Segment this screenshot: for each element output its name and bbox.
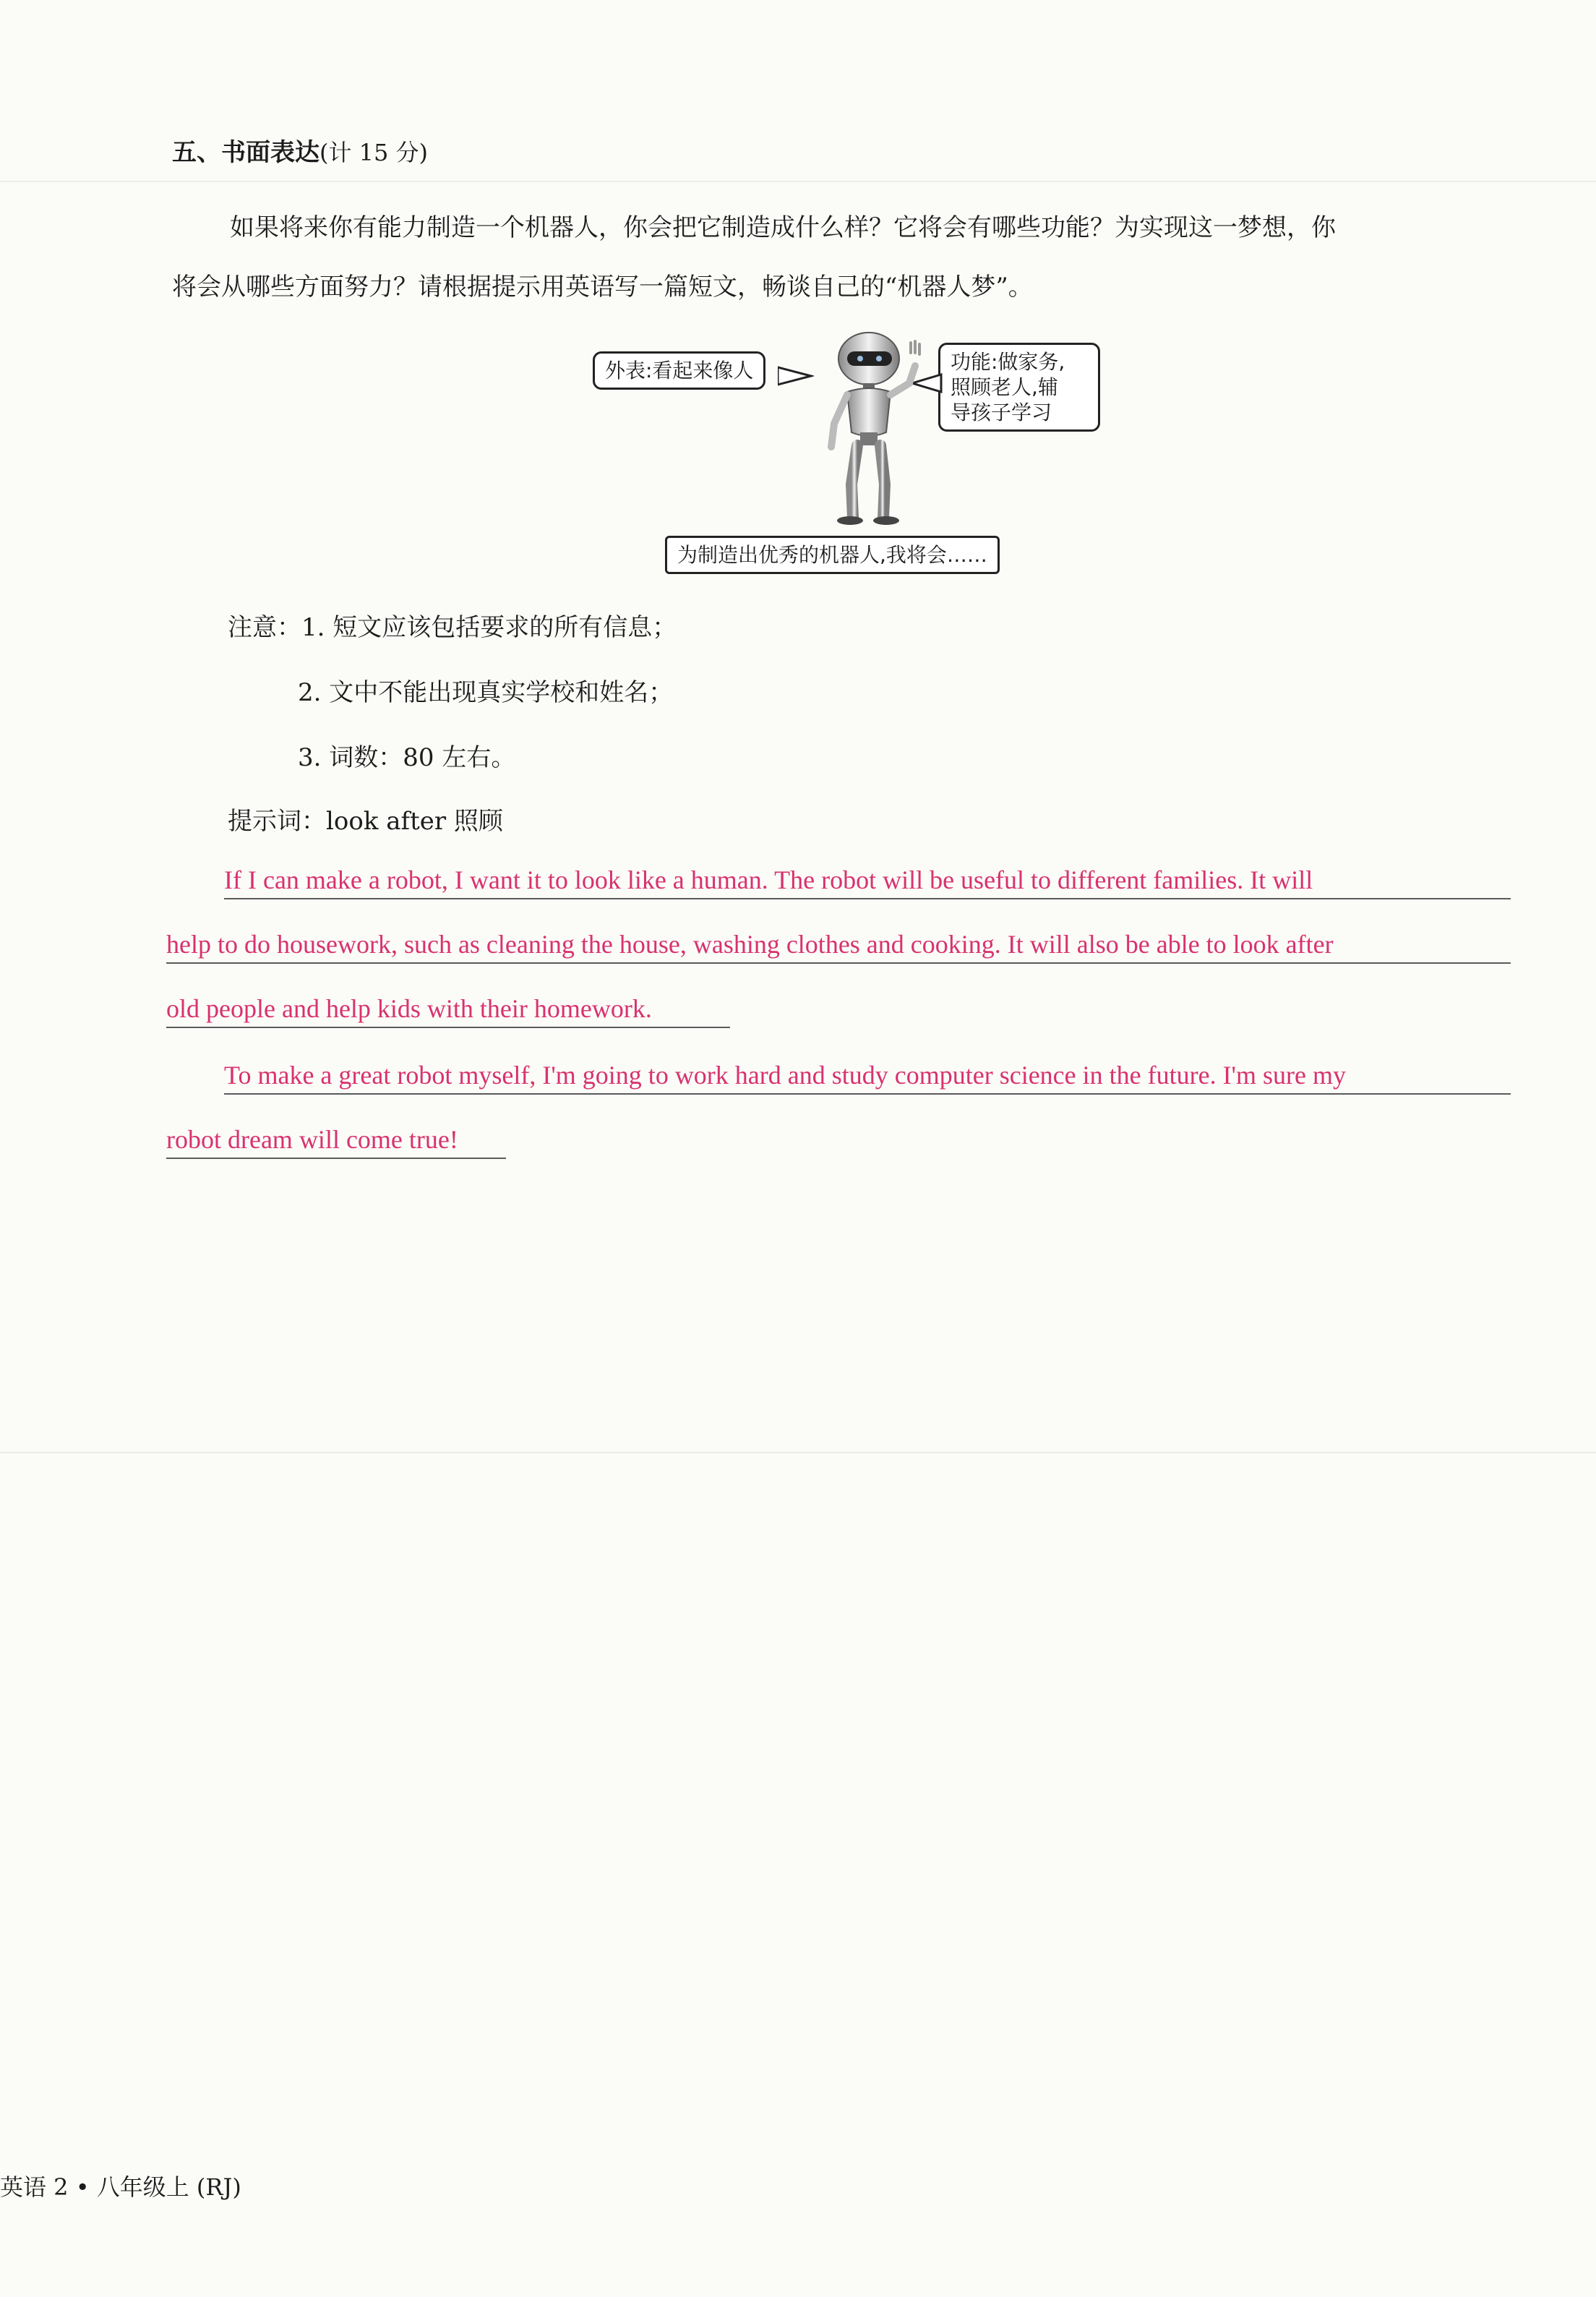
effort-text: 为制造出优秀的机器人,我将会…… — [677, 543, 987, 567]
function-text-3: 导孩子学习 — [951, 401, 1052, 424]
note-3: 3. 词数：80 左右。 — [298, 743, 516, 772]
section-title — [172, 132, 428, 168]
appearance-bubble — [593, 351, 765, 390]
function-text-1: 功能:做家务, — [951, 350, 1065, 374]
answer-line-4: To make a great robot myself, I'm going to work hard and study computer science in the future. I'm sure my — [224, 1060, 1511, 1095]
page-footer: 英语 2 • 八年级上 (RJ) — [0, 2173, 241, 2201]
prompt-line-1: 如果将来你有能力制造一个机器人，你会把它制造成什么样？它将会有哪些功能？为实现这一梦想，你 — [230, 213, 1336, 242]
section-title-text: 五、书面表达 — [172, 138, 319, 167]
answer-line-3: old people and help kids with their homework. — [166, 993, 730, 1028]
section-score: (计 15 分) — [319, 139, 429, 166]
effort-bubble — [665, 536, 1000, 574]
answer-line-5: robot dream will come true! — [166, 1124, 506, 1159]
appearance-bubble-tail — [778, 362, 814, 390]
page-fold-line — [0, 181, 1596, 182]
note-1: 注意：1. 短文应该包括要求的所有信息； — [228, 613, 677, 642]
function-bubble — [938, 343, 1100, 432]
page-fold-line — [0, 1452, 1596, 1453]
hint-words: 提示词：look after 照顾 — [228, 807, 503, 836]
function-text-2: 照顾老人,辅 — [951, 375, 1058, 399]
prompt-line-2: 将会从哪些方面努力？请根据提示用英语写一篇短文，畅谈自己的“机器人梦”。 — [172, 273, 1033, 301]
answer-line-1: If I can make a robot, I want it to look like a human. The robot will be useful to different families. It will — [224, 865, 1511, 899]
appearance-text: 外表:看起来像人 — [605, 359, 754, 382]
robot-icon — [810, 331, 932, 526]
answer-line-2: help to do housework, such as cleaning the house, washing clothes and cooking. It will also be able to look after — [166, 929, 1511, 964]
note-2: 2. 文中不能出现真实学校和姓名； — [298, 678, 674, 707]
